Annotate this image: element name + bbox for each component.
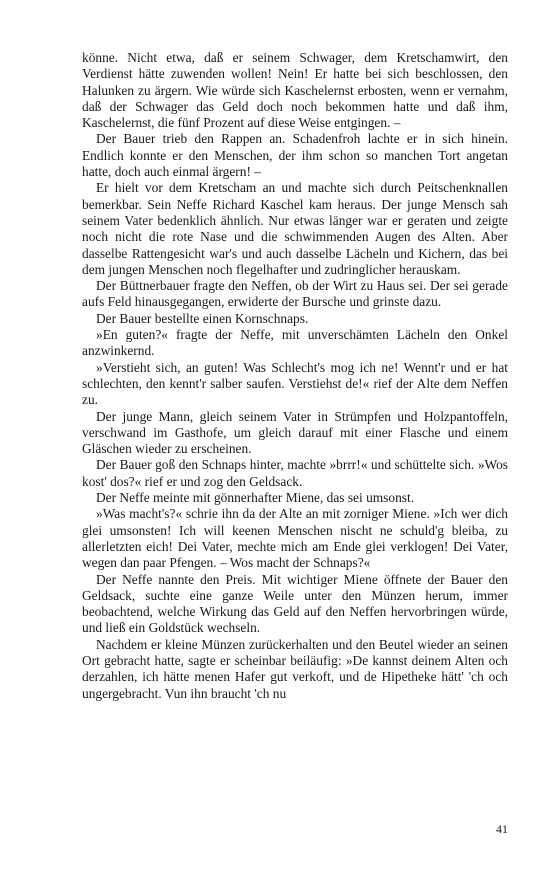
paragraph: Er hielt vor dem Kretscham an und machte sich durch Peitschenknallen bemerkbar. Sein Neffe Richard Kaschel kam heraus. Der junge Mensch sah seinem Vater bedenklich ähnlich. Nur etwas länger war er geraten und zeigte noch nicht die rote Nase und die schwimmenden Augen des Alten. Aber dasselbe Rattengesicht war's und auch dasselbe Lächeln und Kichern, das bei dem jungen Menschen noch flegelhafter und zudringlicher herauskam. [82,180,508,277]
paragraph: könne. Nicht etwa, daß er seinem Schwager, dem Kretschamwirt, den Verdienst hätte zuwenden wollen! Nein! Er hatte bei sich beschlossen, den Halunken zu ärgern. Wie würde sich Kaschelernst erbosten, wenn er vernahm, daß der Schwager das Geld doch noch bekommen hatte und daß ihm, Kaschelernst, die fünf Prozent auf diese Weise entgingen. – [82,50,508,131]
paragraph: Der Bauer goß den Schnaps hinter, machte »brrr!« und schüttelte sich. »Wos kost' dos?« rief er und zog den Geldsack. [82,457,508,489]
paragraph: Der Neffe meinte mit gönnerhafter Miene, das sei umsonst. [96,490,415,506]
paragraph: »Verstieht sich, an guten! Was Schlecht's mog ich ne! Wennt'r und er hat schlechten, den kennt'r salber saufen. Verstiehst de!« rief der Alte dem Neffen zu. [82,359,508,408]
paragraph: Der Bauer trieb den Rappen an. Schadenfroh lachte er in sich hinein. Endlich konnte er den Menschen, der ihm schon so manchen Tort angetan hatte, doch auch einmal ärgern! – [82,131,508,180]
paragraph: Der Büttnerbauer fragte den Neffen, ob der Wirt zu Haus sei. Der sei gerade aufs Feld hinausgegangen, erwiderte der Bursche und grinste dazu. [82,278,508,310]
page-number: 41 [496,822,508,836]
paragraph: Der junge Mann, gleich seinem Vater in Strümpfen und Holzpantoffeln, verschwand im Gasthofe, um gleich darauf mit einer Flasche und einem Gläschen wieder zu erscheinen. [82,408,508,457]
paragraph: Nachdem er kleine Münzen zurückerhalten und den Beutel wieder an seinen Ort gebracht hatte, sagte er scheinbar beiläufig: »De kannst deinem Alten och derzahlen, ich hätte menen Hafer gut verkoft, und de Hipetheke hätt' 'ch och ungergebracht. Vun ihn braucht 'ch nu [82,636,508,701]
paragraph: »En guten?« fragte der Neffe, mit unverschämten Lächeln den Onkel anzwinkernd. [82,327,508,359]
body-text [82,50,508,702]
paragraph: Der Neffe nannte den Preis. Mit wichtiger Miene öffnete der Bauer den Geldsack, suchte eine ganze Weile unter den Münzen herum, immer beobachtend, welche Wirkung das Geld auf den Neffen hervorbringen würde, und ließ ein Goldstück wechseln. [82,571,508,636]
paragraph: »Was macht's?« schrie ihn da der Alte an mit zorniger Miene. »Ich wer dich glei umsonsten! Ich will keenen Menschen nischt ne schuld'g bleiba, zu allerletzten eich! Dei Vater, mechte mich am Ende glei verklogen! Dei Vater, wegen dan paar Pfengen. – Wos macht der Schnaps?« [82,506,508,571]
paragraph: Der Bauer bestellte einen Kornschnaps. [96,310,309,326]
